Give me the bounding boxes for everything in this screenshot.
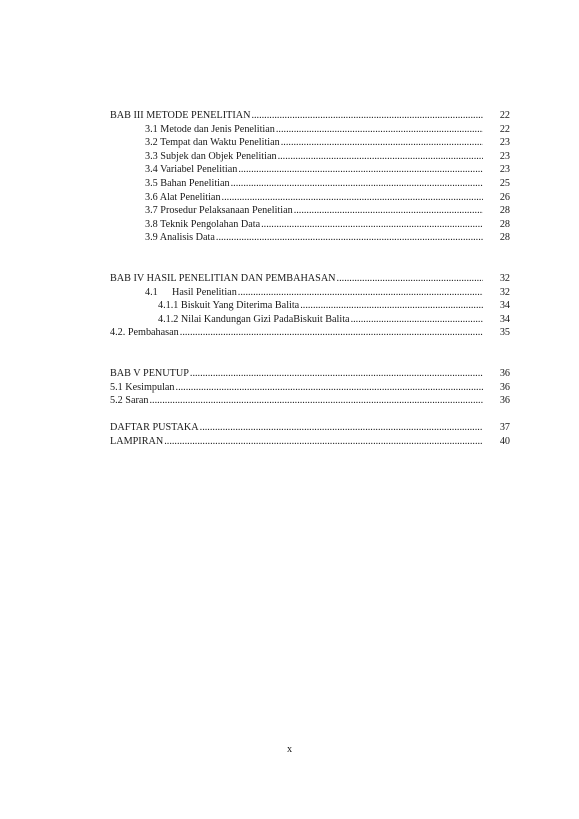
dot-leader xyxy=(231,177,483,191)
toc-entry-page: 32 xyxy=(499,272,510,284)
dot-leader xyxy=(238,286,483,300)
toc-entry-label: 4.1.1 Biskuit Yang Diterima Balita xyxy=(158,300,300,312)
toc-entry-number: 4.1 xyxy=(145,286,158,298)
dot-leader xyxy=(337,272,483,286)
dot-leader xyxy=(149,394,483,408)
dot-leader xyxy=(261,218,483,232)
dot-leader xyxy=(276,123,483,137)
dot-leader xyxy=(294,204,483,218)
toc-entry-label: 3.3 Subjek dan Objek Penelitian xyxy=(145,150,277,162)
toc-entry-label: 3.2 Tempat dan Waktu Penelitian xyxy=(145,137,280,149)
toc-entry-page: 32 xyxy=(499,286,510,298)
toc-entry-label: 3.5 Bahan Penelitian xyxy=(145,177,230,189)
toc-entry-3-4 xyxy=(110,163,510,177)
toc-entry-page: 40 xyxy=(499,435,510,447)
toc-entry-page: 22 xyxy=(499,123,510,135)
toc-entry-label: 3.8 Teknik Pengolahan Data xyxy=(145,218,261,230)
toc-entry-page: 36 xyxy=(499,381,510,393)
dot-leader xyxy=(351,313,483,327)
toc-entry-label: 3.1 Metode dan Jenis Penelitian xyxy=(145,123,275,135)
toc-entry-3-2 xyxy=(110,136,510,150)
dot-leader xyxy=(176,381,483,395)
toc-entry-label: BAB IV HASIL PENELITIAN DAN PEMBAHASAN xyxy=(110,272,336,284)
section-spacer xyxy=(110,408,510,422)
page-number: x xyxy=(286,744,293,755)
dot-leader xyxy=(180,326,483,340)
toc-entry-label: 4.2. Pembahasan xyxy=(110,327,179,339)
dot-leader xyxy=(251,109,483,123)
toc-entry-label: 3.4 Variabel Penelitian xyxy=(145,164,238,176)
toc-entry-4-1-2 xyxy=(110,313,510,327)
toc-entry-page: 26 xyxy=(499,191,510,203)
toc-entry-daftar-pustaka xyxy=(110,421,510,435)
toc-entry-4-2 xyxy=(110,326,510,340)
toc-entry-label xyxy=(145,286,237,300)
toc-entry-title: Hasil Penelitian xyxy=(172,286,237,298)
dot-leader xyxy=(278,150,483,164)
dot-leader xyxy=(190,367,483,381)
toc-entry-label: BAB III METODE PENELITIAN xyxy=(110,110,251,121)
toc-entry-page: 37 xyxy=(499,422,510,434)
toc-entry-5-1 xyxy=(110,381,510,395)
toc-entry-3-3 xyxy=(110,150,510,164)
toc-entry-page: 23 xyxy=(499,137,510,149)
toc-entry-3-5 xyxy=(110,177,510,191)
toc-entry-bab-3 xyxy=(110,109,510,123)
toc-entry-page: 23 xyxy=(499,150,510,162)
toc-entry-page: 28 xyxy=(499,232,510,244)
toc-entry-5-2 xyxy=(110,394,510,408)
dot-leader xyxy=(200,421,483,435)
toc-entry-page: 34 xyxy=(499,313,510,325)
toc-entry-page: 25 xyxy=(499,177,510,189)
toc-entry-label: 3.6 Alat Penelitian xyxy=(145,191,221,203)
toc-entry-page: 36 xyxy=(499,395,510,407)
toc-entry-4-1-1 xyxy=(110,299,510,313)
toc-entry-bab-4 xyxy=(110,272,510,286)
toc-entry-label: 5.2 Saran xyxy=(110,395,149,407)
dot-leader xyxy=(222,191,483,205)
toc-entry-label: 3.9 Analisis Data xyxy=(145,232,215,244)
toc-entry-label: 3.7 Prosedur Pelaksanaan Penelitian xyxy=(145,205,293,217)
toc-entry-page: 36 xyxy=(499,367,510,379)
toc-entry-bab-5 xyxy=(110,367,510,381)
toc-entry-page: 28 xyxy=(499,205,510,217)
toc-entry-lampiran xyxy=(110,435,510,449)
toc-entry-page: 34 xyxy=(499,300,510,312)
toc-entry-page: 22 xyxy=(499,110,510,121)
toc-entry-label: 4.1.2 Nilai Kandungan Gizi PadaBiskuit Balita xyxy=(158,313,350,325)
toc-entry-3-1 xyxy=(110,123,510,137)
dot-leader xyxy=(238,163,483,177)
toc-entry-label: 5.1 Kesimpulan xyxy=(110,381,175,393)
toc-entry-4-1 xyxy=(110,286,510,300)
dot-leader xyxy=(281,136,483,150)
toc-entry-label: LAMPIRAN xyxy=(110,435,164,447)
toc-entry-label: DAFTAR PUSTAKA xyxy=(110,422,199,434)
dot-leader xyxy=(216,231,483,245)
toc-entry-page: 23 xyxy=(499,164,510,176)
table-of-contents xyxy=(110,109,510,448)
dot-leader xyxy=(300,299,483,313)
dot-leader xyxy=(164,435,483,449)
toc-entry-page: 28 xyxy=(499,218,510,230)
toc-entry-page: 35 xyxy=(499,327,510,339)
section-spacer xyxy=(110,340,510,367)
toc-entry-3-9 xyxy=(110,231,510,245)
toc-entry-label: BAB V PENUTUP xyxy=(110,367,189,379)
toc-entry-3-6 xyxy=(110,191,510,205)
toc-entry-3-7 xyxy=(110,204,510,218)
toc-entry-3-8 xyxy=(110,218,510,232)
section-spacer xyxy=(110,245,510,272)
